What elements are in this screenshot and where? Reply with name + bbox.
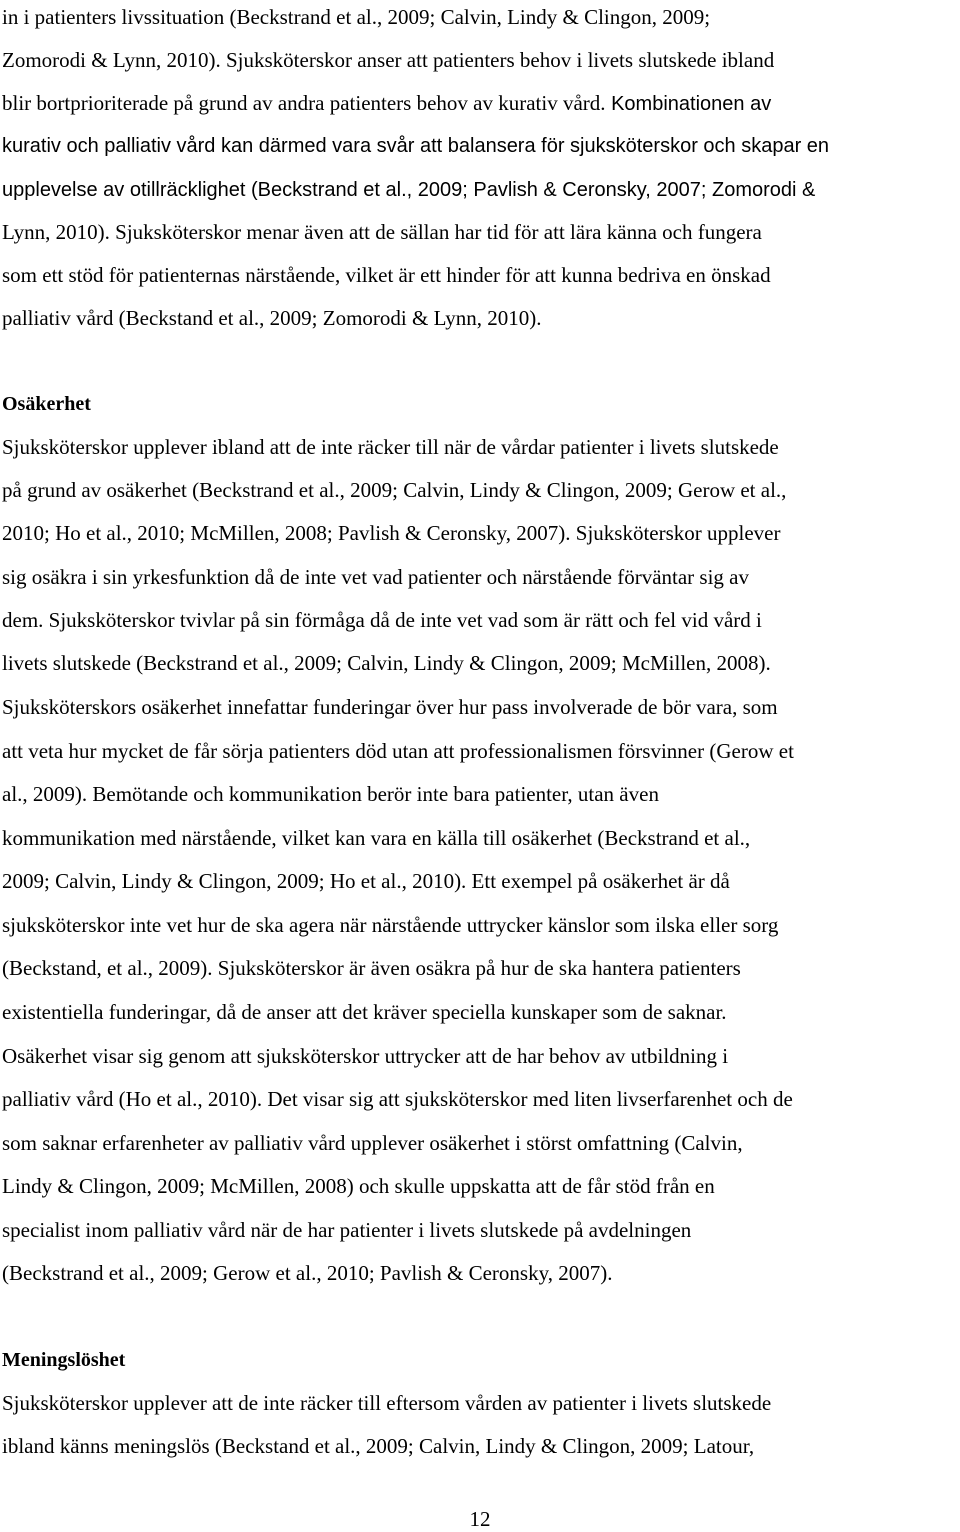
page-number: 12 bbox=[469, 1507, 491, 1531]
text-line: Lynn, 2010). Sjuksköterskor menar även att de sällan har tid för att lära känna och fungera bbox=[2, 220, 762, 244]
text-run: upplevelse av otillräcklighet (Beckstrand et al. bbox=[2, 179, 407, 201]
text-line: Zomorodi & Lynn, 2010). Sjuksköterskor anser att patienters behov i livets slutskede ibland bbox=[2, 48, 775, 72]
text-run: , 2009; Pavlish & Ceronsky, 2007; Zomorodi & bbox=[406, 179, 816, 201]
text-line: som ett stöd för patienternas närstående, vilket är ett hinder för att kunna bedriva en önskad bbox=[2, 263, 771, 287]
text-line: 2010; Ho et al., 2010; McMillen, 2008; Pavlish & Ceronsky, 2007). Sjuksköterskor upplever bbox=[2, 521, 781, 545]
text-line bbox=[2, 90, 772, 117]
text-line: Sjuksköterskors osäkerhet innefattar funderingar över hur pass involverade de bör vara, som bbox=[2, 695, 778, 719]
text-line bbox=[2, 176, 815, 203]
text-line: livets slutskede (Beckstrand et al., 2009; Calvin, Lindy & Clingon, 2009; McMillen, 2008). bbox=[2, 651, 771, 675]
text-line: som saknar erfarenheter av palliativ vård upplever osäkerhet i störst omfattning (Calvin, bbox=[2, 1131, 743, 1155]
text-line: (Beckstand, et al., 2009). Sjuksköterskor är även osäkra på hur de ska hantera patienters bbox=[2, 956, 741, 980]
text-line: 2009; Calvin, Lindy & Clingon, 2009; Ho et al., 2010). Ett exempel på osäkerhet är då bbox=[2, 869, 730, 893]
text-run: Kombinationen av bbox=[605, 93, 772, 115]
text-line: (Beckstrand et al., 2009; Gerow et al., 2010; Pavlish & Ceronsky, 2007). bbox=[2, 1261, 613, 1285]
text-line: på grund av osäkerhet (Beckstrand et al., 2009; Calvin, Lindy & Clingon, 2009; Gerow et al., bbox=[2, 478, 787, 502]
text-line: specialist inom palliativ vård när de har patienter i livets slutskede på avdelningen bbox=[2, 1218, 692, 1242]
text-line: Osäkerhet visar sig genom att sjuksköterskor uttrycker att de har behov av utbildning i bbox=[2, 1044, 729, 1068]
text-line: Sjuksköterskor upplever att de inte räcker till eftersom vården av patienter i livets slutskede bbox=[2, 1391, 772, 1415]
text-line: in i patienters livssituation (Beckstrand et al., 2009; Calvin, Lindy & Clingon, 2009; bbox=[2, 5, 711, 29]
text-line: Lindy & Clingon, 2009; McMillen, 2008) och skulle uppskatta att de får stöd från en bbox=[2, 1174, 715, 1198]
text-line: sjuksköterskor inte vet hur de ska agera när närstående uttrycker känslor som ilska eller sorg bbox=[2, 913, 779, 937]
text-line: sig osäkra i sin yrkesfunktion då de inte vet vad patienter och närstående förväntar sig av bbox=[2, 565, 750, 589]
text-line: Sjuksköterskor upplever ibland att de inte räcker till när de vårdar patienter i livets slutskede bbox=[2, 435, 779, 459]
text-line: existentiella funderingar, då de anser att det kräver speciella kunskaper som de saknar. bbox=[2, 1000, 727, 1024]
text-line: dem. Sjuksköterskor tvivlar på sin förmåga då de inte vet vad som är rätt och fel vid vård i bbox=[2, 608, 762, 632]
text-run: blir bortprioriterade på grund av andra patienters behov av kurativ vård. bbox=[2, 91, 606, 115]
text-line: al., 2009). Bemötande och kommunikation berör inte bara patienter, utan även bbox=[2, 782, 659, 806]
text-line: kommunikation med närstående, vilket kan vara en källa till osäkerhet (Beckstrand et al., bbox=[2, 826, 751, 850]
text-line: palliativ vård (Beckstand et al., 2009; Zomorodi & Lynn, 2010). bbox=[2, 306, 542, 330]
text-line: kurativ och palliativ vård kan därmed vara svår att balansera för sjuksköterskor och skapar en bbox=[2, 135, 830, 157]
section-heading-meningsloshet: Meningslöshet bbox=[2, 1349, 126, 1371]
text-line: att veta hur mycket de får sörja patienters död utan att professionalismen försvinner (Gerow et bbox=[2, 739, 794, 763]
text-line: ibland känns meningslös (Beckstand et al., 2009; Calvin, Lindy & Clingon, 2009; Latour, bbox=[2, 1434, 755, 1458]
text-line: palliativ vård (Ho et al., 2010). Det visar sig att sjuksköterskor med liten livserfarenhet och de bbox=[2, 1087, 793, 1111]
section-heading-osakerhet: Osäkerhet bbox=[2, 393, 91, 415]
